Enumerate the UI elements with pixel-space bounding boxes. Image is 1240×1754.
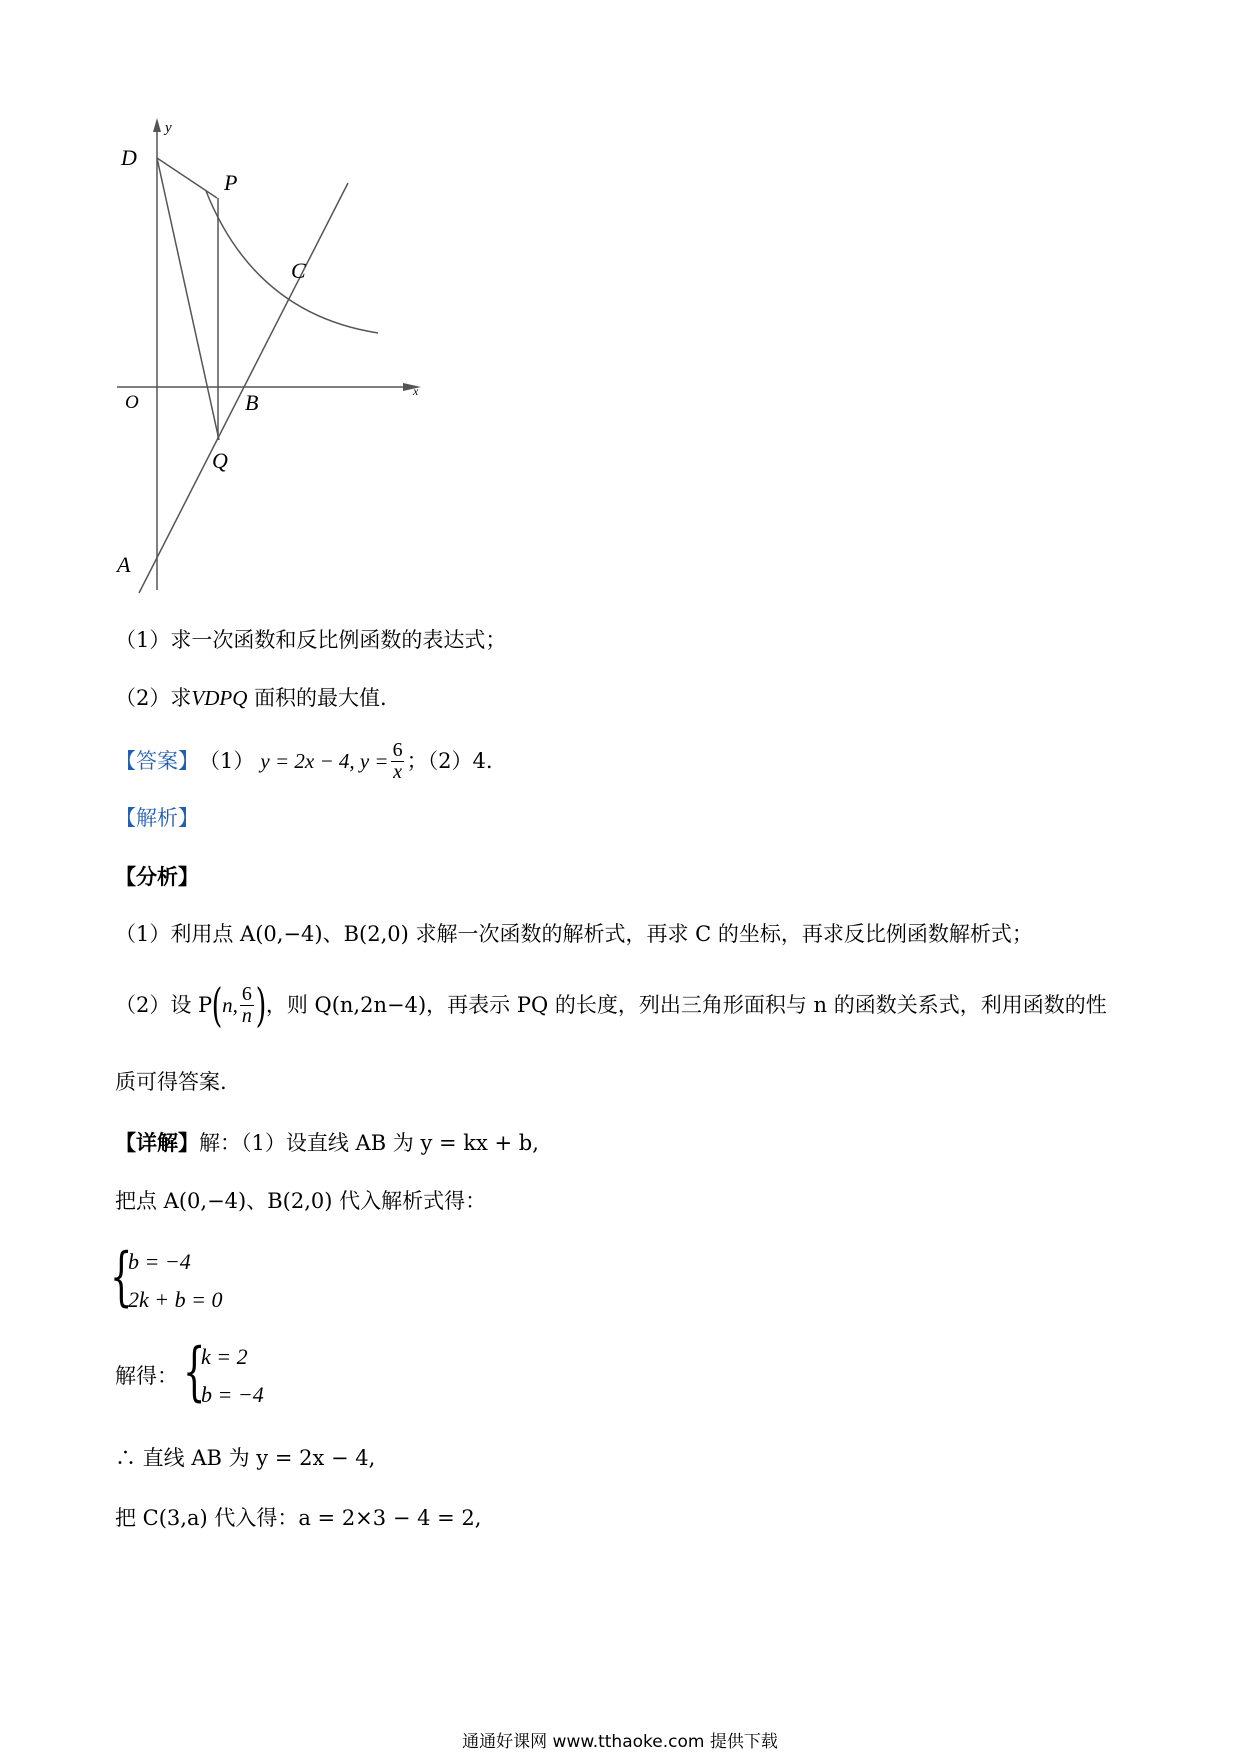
label-b: B: [245, 390, 259, 415]
fenxi-line-1: （1）利用点 A(0,−4)、B(2,0) 求解一次函数的解析式，再求 C 的坐标，再求反比例函数解析式；: [115, 922, 1033, 946]
detail-line-4: 把 C(3,a) 代入得：a = 2×3 − 4 = 2,: [115, 1506, 482, 1530]
label-o: O: [125, 392, 139, 413]
p-fraction: $\frac{6}{n}$: [241, 982, 252, 1027]
page-footer: 通通好课网 www.tthaoke.com 提供下载: [462, 1732, 778, 1752]
coordinate-figure: [95, 110, 435, 600]
detail-line-1: 【详解】解：（1）设直线 AB 为 y = kx + b,: [115, 1130, 539, 1155]
fenxi-line-2: （2）设 P ( n, $\frac{6}{n}$ ) ，则 Q(n,2n−4)，再表示 PQ 的长度，列出三角形面积与 n 的函数关系式，利用函数的性: [115, 978, 1107, 1032]
answer-fraction: $\frac{6}{x}$: [392, 738, 403, 783]
triangle-dpq: VDPQ: [191, 686, 248, 710]
fenxi-line-3: 质可得答案.: [115, 1070, 227, 1094]
y-axis-arrow: [153, 118, 161, 132]
solve-label: 解得：: [115, 1364, 178, 1388]
question-2: （2）求VDPQ 面积的最大值.: [115, 686, 387, 710]
detail-line-2: 把点 A(0,−4)、B(2,0) 代入解析式得：: [115, 1189, 487, 1213]
detail-line-3: ∴ 直线 AB 为 y = 2x − 4,: [115, 1446, 376, 1470]
analysis-tag: 【解析】: [115, 806, 199, 830]
question-1: （1）求一次函数和反比例函数的表达式；: [115, 628, 507, 652]
label-c: C: [291, 258, 306, 283]
equation-system-1: { b = −4 2k + b = 0: [110, 1240, 223, 1314]
label-p: P: [224, 170, 238, 195]
line-ab: [139, 183, 348, 593]
label-x: x: [413, 384, 419, 398]
label-y: y: [165, 120, 172, 136]
answer-tag: 【答案】: [115, 748, 199, 773]
detail-tag: 【详解】: [115, 1130, 199, 1155]
label-d: D: [121, 145, 137, 170]
fenxi-tag: 【分析】: [115, 864, 199, 889]
segment-dp: [157, 158, 217, 198]
answer-line: 【答案】 （1） y = 2x − 4, y = $\frac{6}{x}$ ；（2）4.: [115, 738, 493, 783]
label-a: A: [117, 552, 131, 577]
label-q: Q: [212, 448, 228, 473]
equation-system-2: { k = 2 b = −4: [183, 1335, 264, 1409]
